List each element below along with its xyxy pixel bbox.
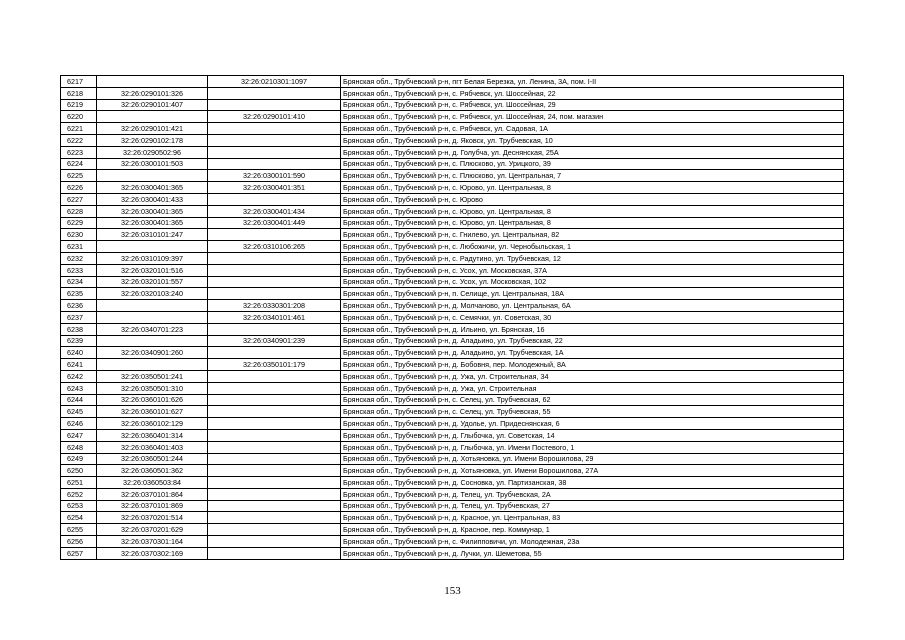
row-number-cell: 6237 (61, 311, 97, 323)
row-number-cell: 6232 (61, 252, 97, 264)
row-number-cell: 6254 (61, 512, 97, 524)
row-number-cell: 6245 (61, 406, 97, 418)
land-plot-cadastral-cell: 32:26:0300401:433 (97, 193, 208, 205)
building-cadastral-cell (208, 370, 341, 382)
row-number-cell: 6221 (61, 123, 97, 135)
land-plot-cadastral-cell: 32:26:0290102:178 (97, 134, 208, 146)
address-cell: Брянская обл., Трубчевский р-н, д. Удолье, ул. Придеснянская, 6 (341, 418, 844, 430)
row-number-cell: 6248 (61, 441, 97, 453)
address-cell: Брянская обл., Трубчевский р-н, д. Телец, ул. Трубчевская, 2А (341, 488, 844, 500)
address-cell: Брянская обл., Трубчевский р-н, с. Усох, ул. Московская, 102 (341, 276, 844, 288)
address-cell: Брянская обл., Трубчевский р-н, д. Аладьино, ул. Трубчевская, 1А (341, 347, 844, 359)
address-cell: Брянская обл., Трубчевский р-н, пгт Белая Березка, ул. Ленина, 3А, пом. I-II (341, 76, 844, 88)
building-cadastral-cell (208, 536, 341, 548)
land-plot-cadastral-cell: 32:26:0300401:365 (97, 182, 208, 194)
building-cadastral-cell: 32:26:0300401:449 (208, 217, 341, 229)
address-cell: Брянская обл., Трубчевский р-н, с. Юрово, ул. Центральная, 8 (341, 205, 844, 217)
table-row (61, 382, 844, 394)
address-cell: Брянская обл., Трубчевский р-н, с. Рябчевск, ул. Шоссейная, 22 (341, 87, 844, 99)
row-number-cell: 6252 (61, 488, 97, 500)
address-cell: Брянская обл., Трубчевский р-н, с. Юрово (341, 193, 844, 205)
table-row (61, 547, 844, 559)
land-plot-cadastral-cell: 32:26:0370302:169 (97, 547, 208, 559)
building-cadastral-cell (208, 547, 341, 559)
building-cadastral-cell (208, 193, 341, 205)
row-number-cell: 6218 (61, 87, 97, 99)
row-number-cell: 6226 (61, 182, 97, 194)
land-plot-cadastral-cell: 32:26:0350501:310 (97, 382, 208, 394)
table-row (61, 335, 844, 347)
land-plot-cadastral-cell: 32:26:0360102:129 (97, 418, 208, 430)
land-plot-cadastral-cell: 32:26:0370101:864 (97, 488, 208, 500)
row-number-cell: 6243 (61, 382, 97, 394)
address-cell: Брянская обл., Трубчевский р-н, с. Рябчевск, ул. Садовая, 1А (341, 123, 844, 135)
table-row (61, 264, 844, 276)
address-cell: Брянская обл., Трубчевский р-н, д. Красное, ул. Центральная, 83 (341, 512, 844, 524)
table-row (61, 453, 844, 465)
land-plot-cadastral-cell (97, 170, 208, 182)
address-cell: Брянская обл., Трубчевский р-н, д. Молчаново, ул. Центральная, 6А (341, 300, 844, 312)
land-plot-cadastral-cell: 32:26:0370101:869 (97, 500, 208, 512)
address-cell: Брянская обл., Трубчевский р-н, п. Селище, ул. Центральная, 18А (341, 288, 844, 300)
land-plot-cadastral-cell: 32:26:0310109:397 (97, 252, 208, 264)
land-plot-cadastral-cell: 32:26:0290101:326 (97, 87, 208, 99)
address-cell: Брянская обл., Трубчевский р-н, с. Семячки, ул. Советская, 30 (341, 311, 844, 323)
row-number-cell: 6228 (61, 205, 97, 217)
address-cell: Брянская обл., Трубчевский р-н, с. Филипповичи, ул. Молодежная, 23а (341, 536, 844, 548)
building-cadastral-cell (208, 123, 341, 135)
row-number-cell: 6236 (61, 300, 97, 312)
row-number-cell: 6250 (61, 465, 97, 477)
building-cadastral-cell (208, 406, 341, 418)
land-plot-cadastral-cell (97, 311, 208, 323)
row-number-cell: 6241 (61, 359, 97, 371)
address-cell: Брянская обл., Трубчевский р-н, д. Аладьино, ул. Трубчевская, 22 (341, 335, 844, 347)
table-row (61, 488, 844, 500)
address-cell: Брянская обл., Трубчевский р-н, д. Сосновка, ул. Партизанская, 38 (341, 477, 844, 489)
building-cadastral-cell (208, 323, 341, 335)
row-number-cell: 6238 (61, 323, 97, 335)
address-cell: Брянская обл., Трубчевский р-н, с. Гнилево, ул. Центральная, 82 (341, 229, 844, 241)
address-cell: Брянская обл., Трубчевский р-н, д. Яковск, ул. Трубчевская, 10 (341, 134, 844, 146)
address-cell: Брянская обл., Трубчевский р-н, д. Лучки, ул. Шеметова, 55 (341, 547, 844, 559)
property-registry-table (60, 75, 844, 560)
table-row (61, 205, 844, 217)
building-cadastral-cell: 32:26:0330301:208 (208, 300, 341, 312)
table-row (61, 170, 844, 182)
building-cadastral-cell: 32:26:0300401:351 (208, 182, 341, 194)
building-cadastral-cell: 32:26:0300101:590 (208, 170, 341, 182)
row-number-cell: 6233 (61, 264, 97, 276)
land-plot-cadastral-cell: 32:26:0300401:365 (97, 205, 208, 217)
land-plot-cadastral-cell (97, 111, 208, 123)
table-row (61, 370, 844, 382)
row-number-cell: 6224 (61, 158, 97, 170)
table-row (61, 500, 844, 512)
land-plot-cadastral-cell: 32:26:0350501:241 (97, 370, 208, 382)
address-cell: Брянская обл., Трубчевский р-н, д. Ильино, ул. Брянская, 16 (341, 323, 844, 335)
address-cell: Брянская обл., Трубчевский р-н, д. Ужа, ул. Строительная, 34 (341, 370, 844, 382)
table-row (61, 441, 844, 453)
land-plot-cadastral-cell: 32:26:0310101:247 (97, 229, 208, 241)
land-plot-cadastral-cell (97, 241, 208, 253)
table-row (61, 217, 844, 229)
table-row (61, 429, 844, 441)
row-number-cell: 6217 (61, 76, 97, 88)
land-plot-cadastral-cell: 32:26:0290101:421 (97, 123, 208, 135)
building-cadastral-cell: 32:26:0340101:461 (208, 311, 341, 323)
building-cadastral-cell (208, 87, 341, 99)
page-number: 153 (444, 585, 461, 597)
table-row (61, 347, 844, 359)
address-cell: Брянская обл., Трубчевский р-н, д. Телец, ул. Трубчевская, 27 (341, 500, 844, 512)
address-cell: Брянская обл., Трубчевский р-н, с. Любожичи, ул. Чернобыльская, 1 (341, 241, 844, 253)
address-cell: Брянская обл., Трубчевский р-н, с. Плюсково, ул. Центральная, 7 (341, 170, 844, 182)
land-plot-cadastral-cell: 32:26:0320101:516 (97, 264, 208, 276)
table-row (61, 465, 844, 477)
table-row (61, 323, 844, 335)
row-number-cell: 6251 (61, 477, 97, 489)
row-number-cell: 6234 (61, 276, 97, 288)
address-cell: Брянская обл., Трубчевский р-н, д. Ужа, ул. Строительная (341, 382, 844, 394)
building-cadastral-cell (208, 512, 341, 524)
building-cadastral-cell (208, 453, 341, 465)
table-row (61, 512, 844, 524)
land-plot-cadastral-cell: 32:26:0320101:557 (97, 276, 208, 288)
table-row (61, 276, 844, 288)
land-plot-cadastral-cell: 32:26:0300101:503 (97, 158, 208, 170)
land-plot-cadastral-cell: 32:26:0360501:244 (97, 453, 208, 465)
address-cell: Брянская обл., Трубчевский р-н, д. Голубча, ул. Деснянская, 25А (341, 146, 844, 158)
land-plot-cadastral-cell (97, 335, 208, 347)
address-cell: Брянская обл., Трубчевский р-н, д. Хотьяновка, ул. Имени Ворошилова, 29 (341, 453, 844, 465)
table-row (61, 418, 844, 430)
land-plot-cadastral-cell: 32:26:0370301:164 (97, 536, 208, 548)
land-plot-cadastral-cell: 32:26:0320103:240 (97, 288, 208, 300)
address-cell: Брянская обл., Трубчевский р-н, с. Рябчевск, ул. Шоссейная, 29 (341, 99, 844, 111)
row-number-cell: 6256 (61, 536, 97, 548)
table-row (61, 311, 844, 323)
building-cadastral-cell (208, 134, 341, 146)
building-cadastral-cell: 32:26:0210301:1097 (208, 76, 341, 88)
table-row (61, 182, 844, 194)
land-plot-cadastral-cell: 32:26:0340901:260 (97, 347, 208, 359)
building-cadastral-cell (208, 347, 341, 359)
address-cell: Брянская обл., Трубчевский р-н, с. Усох, ул. Московская, 37А (341, 264, 844, 276)
table-row (61, 111, 844, 123)
row-number-cell: 6222 (61, 134, 97, 146)
land-plot-cadastral-cell: 32:26:0370201:514 (97, 512, 208, 524)
address-cell: Брянская обл., Трубчевский р-н, с. Рябчевск, ул. Шоссейная, 24, пом. магазин (341, 111, 844, 123)
building-cadastral-cell (208, 429, 341, 441)
row-number-cell: 6255 (61, 524, 97, 536)
building-cadastral-cell (208, 146, 341, 158)
building-cadastral-cell (208, 276, 341, 288)
registry-table-body (61, 76, 844, 560)
building-cadastral-cell (208, 382, 341, 394)
table-row (61, 229, 844, 241)
row-number-cell: 6227 (61, 193, 97, 205)
building-cadastral-cell (208, 252, 341, 264)
land-plot-cadastral-cell: 32:26:0370201:629 (97, 524, 208, 536)
land-plot-cadastral-cell: 32:26:0360101:626 (97, 394, 208, 406)
table-row (61, 134, 844, 146)
row-number-cell: 6231 (61, 241, 97, 253)
table-row (61, 252, 844, 264)
address-cell: Брянская обл., Трубчевский р-н, с. Радутино, ул. Трубчевская, 12 (341, 252, 844, 264)
address-cell: Брянская обл., Трубчевский р-н, д. Бобовня, пер. Молодежный, 8А (341, 359, 844, 371)
row-number-cell: 6242 (61, 370, 97, 382)
address-cell: Брянская обл., Трубчевский р-н, д. Хотьяновка, ул. Имени Ворошилова, 27А (341, 465, 844, 477)
address-cell: Брянская обл., Трубчевский р-н, с. Плюсково, ул. Урицкого, 39 (341, 158, 844, 170)
table-row (61, 288, 844, 300)
land-plot-cadastral-cell: 32:26:0340701:223 (97, 323, 208, 335)
table-row (61, 158, 844, 170)
table-row (61, 300, 844, 312)
address-cell: Брянская обл., Трубчевский р-н, с. Юрово, ул. Центральная, 8 (341, 217, 844, 229)
building-cadastral-cell (208, 500, 341, 512)
table-row (61, 536, 844, 548)
building-cadastral-cell (208, 418, 341, 430)
building-cadastral-cell (208, 288, 341, 300)
row-number-cell: 6220 (61, 111, 97, 123)
address-cell: Брянская обл., Трубчевский р-н, д. Глыбочка, ул. Советская, 14 (341, 429, 844, 441)
row-number-cell: 6235 (61, 288, 97, 300)
table-row (61, 99, 844, 111)
land-plot-cadastral-cell: 32:26:0300401:365 (97, 217, 208, 229)
table-row (61, 87, 844, 99)
address-cell: Брянская обл., Трубчевский р-н, с. Юрово, ул. Центральная, 8 (341, 182, 844, 194)
address-cell: Брянская обл., Трубчевский р-н, с. Селец, ул. Трубчевская, 62 (341, 394, 844, 406)
row-number-cell: 6223 (61, 146, 97, 158)
row-number-cell: 6244 (61, 394, 97, 406)
building-cadastral-cell (208, 465, 341, 477)
building-cadastral-cell (208, 441, 341, 453)
building-cadastral-cell (208, 264, 341, 276)
land-plot-cadastral-cell: 32:26:0290502:96 (97, 146, 208, 158)
row-number-cell: 6257 (61, 547, 97, 559)
table-row (61, 406, 844, 418)
building-cadastral-cell (208, 99, 341, 111)
table-row (61, 193, 844, 205)
building-cadastral-cell (208, 477, 341, 489)
land-plot-cadastral-cell: 32:26:0360501:362 (97, 465, 208, 477)
row-number-cell: 6239 (61, 335, 97, 347)
address-cell: Брянская обл., Трубчевский р-н, с. Селец, ул. Трубчевская, 55 (341, 406, 844, 418)
building-cadastral-cell (208, 394, 341, 406)
land-plot-cadastral-cell (97, 300, 208, 312)
building-cadastral-cell: 32:26:0290101:410 (208, 111, 341, 123)
building-cadastral-cell (208, 229, 341, 241)
row-number-cell: 6253 (61, 500, 97, 512)
land-plot-cadastral-cell (97, 359, 208, 371)
building-cadastral-cell (208, 488, 341, 500)
address-cell: Брянская обл., Трубчевский р-н, д. Глыбочка, ул. Имени Постевого, 1 (341, 441, 844, 453)
land-plot-cadastral-cell: 32:26:0360503:84 (97, 477, 208, 489)
row-number-cell: 6225 (61, 170, 97, 182)
land-plot-cadastral-cell: 32:26:0360101:627 (97, 406, 208, 418)
building-cadastral-cell (208, 158, 341, 170)
land-plot-cadastral-cell: 32:26:0360401:403 (97, 441, 208, 453)
building-cadastral-cell: 32:26:0300401:434 (208, 205, 341, 217)
row-number-cell: 6246 (61, 418, 97, 430)
row-number-cell: 6240 (61, 347, 97, 359)
table-row (61, 394, 844, 406)
row-number-cell: 6249 (61, 453, 97, 465)
building-cadastral-cell: 32:26:0310106:265 (208, 241, 341, 253)
row-number-cell: 6219 (61, 99, 97, 111)
table-row (61, 359, 844, 371)
table-row (61, 76, 844, 88)
land-plot-cadastral-cell: 32:26:0360401:314 (97, 429, 208, 441)
table-row (61, 146, 844, 158)
building-cadastral-cell: 32:26:0340901:239 (208, 335, 341, 347)
row-number-cell: 6247 (61, 429, 97, 441)
row-number-cell: 6229 (61, 217, 97, 229)
land-plot-cadastral-cell: 32:26:0290101:407 (97, 99, 208, 111)
table-row (61, 524, 844, 536)
address-cell: Брянская обл., Трубчевский р-н, д. Красное, пер. Коммунар, 1 (341, 524, 844, 536)
table-row (61, 241, 844, 253)
land-plot-cadastral-cell (97, 76, 208, 88)
building-cadastral-cell (208, 524, 341, 536)
building-cadastral-cell: 32:26:0350101:179 (208, 359, 341, 371)
row-number-cell: 6230 (61, 229, 97, 241)
table-row (61, 123, 844, 135)
table-row (61, 477, 844, 489)
